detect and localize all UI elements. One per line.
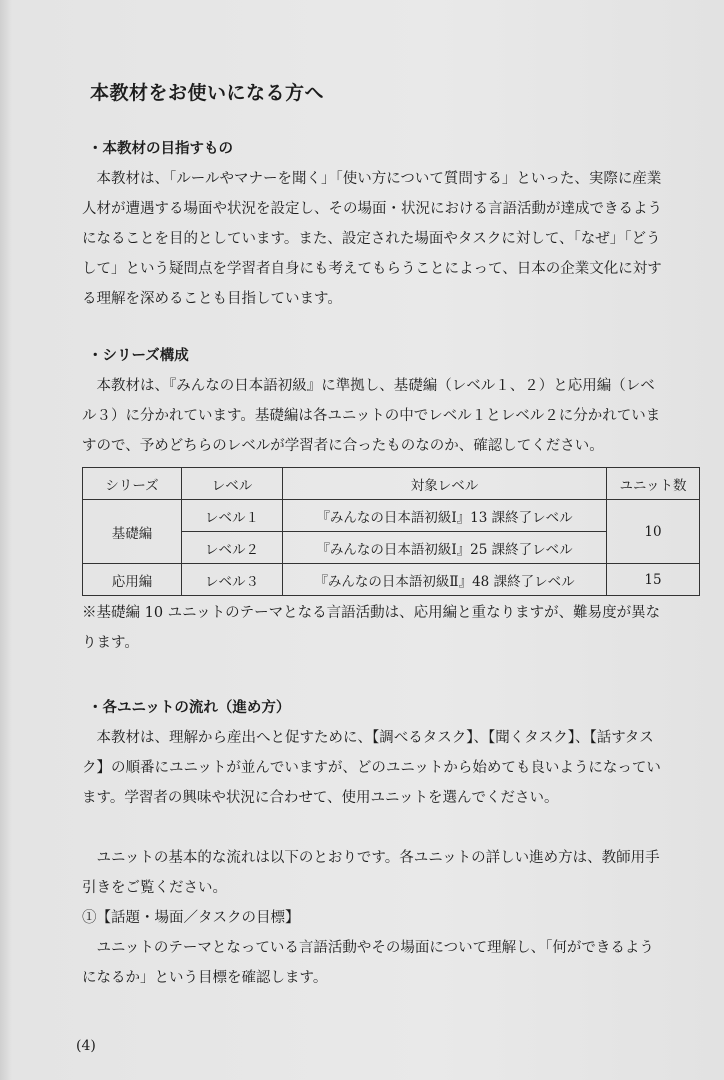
text-line: ク】の順番にユニットが並んでいますが、どのユニットから始めても良いようになってい — [82, 760, 661, 776]
section-goal-body — [82, 164, 702, 314]
table-cell-units: 10 — [607, 500, 700, 564]
table-cell-target: 『みんなの日本語初級Ⅰ』25 課終了レベル — [283, 532, 607, 564]
table-row — [83, 500, 700, 532]
table-cell-level: レベル１ — [182, 500, 283, 532]
text-line: ます。学習者の興味や状況に合わせて、使用ユニットを選んでください。 — [82, 790, 559, 806]
table-cell-level: レベル２ — [182, 532, 283, 564]
text-line: ユニットの基本的な流れは以下のとおりです。各ユニットの詳しい進め方は、教師用手 — [82, 850, 660, 866]
text-line: 本教材は、『みんなの日本語初級』に準拠し、基礎編（レベル１、２）と応用編（レベ — [82, 378, 655, 394]
table-header: レベル — [182, 468, 283, 500]
flow-item-body — [82, 933, 702, 993]
table-cell-level: レベル３ — [182, 564, 283, 596]
section-series-body — [82, 371, 702, 461]
table-cell-target: 『みんなの日本語初級Ⅱ』48 課終了レベル — [283, 564, 607, 596]
page-content — [82, 78, 702, 993]
table-header: 対象レベル — [283, 468, 607, 500]
section-heading-goal: ・本教材の目指すもの — [88, 141, 233, 157]
text-line: ユニットのテーマとなっている言語活動やその場面について理解し、「何ができるよう — [82, 940, 654, 956]
text-line: 本教材は、「ルールやマナーを聞く」「使い方について質問する」といった、実際に産業 — [82, 171, 662, 187]
text-line: 人材が遭遇する場面や状況を設定し、その場面・状況における言語活動が達成できるよう — [82, 201, 662, 217]
text-line: 引きをご覧ください。 — [82, 880, 227, 896]
flow-item-label: ①【話題・場面／タスクの目標】 — [82, 910, 300, 926]
table-cell-series: 基礎編 — [83, 500, 182, 564]
table-note — [82, 598, 702, 658]
text-line: して」という疑問点を学習者自身にも考えてもらうことによって、日本の企業文化に対す — [82, 261, 662, 277]
section-flow-body-2 — [82, 843, 702, 903]
text-line: ル３）に分かれています。基礎編は各ユニットの中でレベル１とレベル２に分かれていま — [82, 408, 661, 424]
section-flow-body — [82, 723, 702, 813]
page-number: (4) — [76, 1038, 96, 1054]
text-line: る理解を深めることも目指しています。 — [82, 291, 342, 307]
text-line: になることを目的としています。また、設定された場面やタスクに対して、「なぜ」「どう — [82, 231, 661, 247]
table-cell-units: 15 — [607, 564, 700, 596]
page-title: 本教材をお使いになる方へ — [90, 82, 325, 104]
table-cell-target: 『みんなの日本語初級Ⅰ』13 課終了レベル — [283, 500, 607, 532]
table-header-row — [83, 468, 700, 500]
series-table — [82, 467, 700, 596]
text-line: になるか」という目標を確認します。 — [82, 970, 328, 986]
note-line: ります。 — [82, 635, 139, 651]
section-heading-series: ・シリーズ構成 — [88, 348, 189, 364]
text-line: すので、予めどちらのレベルが学習者に合ったものなのか、確認してください。 — [82, 438, 604, 454]
table-cell-series: 応用編 — [83, 564, 182, 596]
table-header: シリーズ — [83, 468, 182, 500]
note-line: ※基礎編 10 ユニットのテーマとなる言語活動は、応用編と重なりますが、難易度が異な — [82, 605, 661, 621]
table-row — [83, 564, 700, 596]
section-heading-flow: ・各ユニットの流れ（進め方） — [88, 700, 291, 716]
text-line: 本教材は、理解から産出へと促すために、【調べるタスク】、【聞くタスク】、【話すタス — [82, 730, 654, 746]
table-header: ユニット数 — [607, 468, 700, 500]
